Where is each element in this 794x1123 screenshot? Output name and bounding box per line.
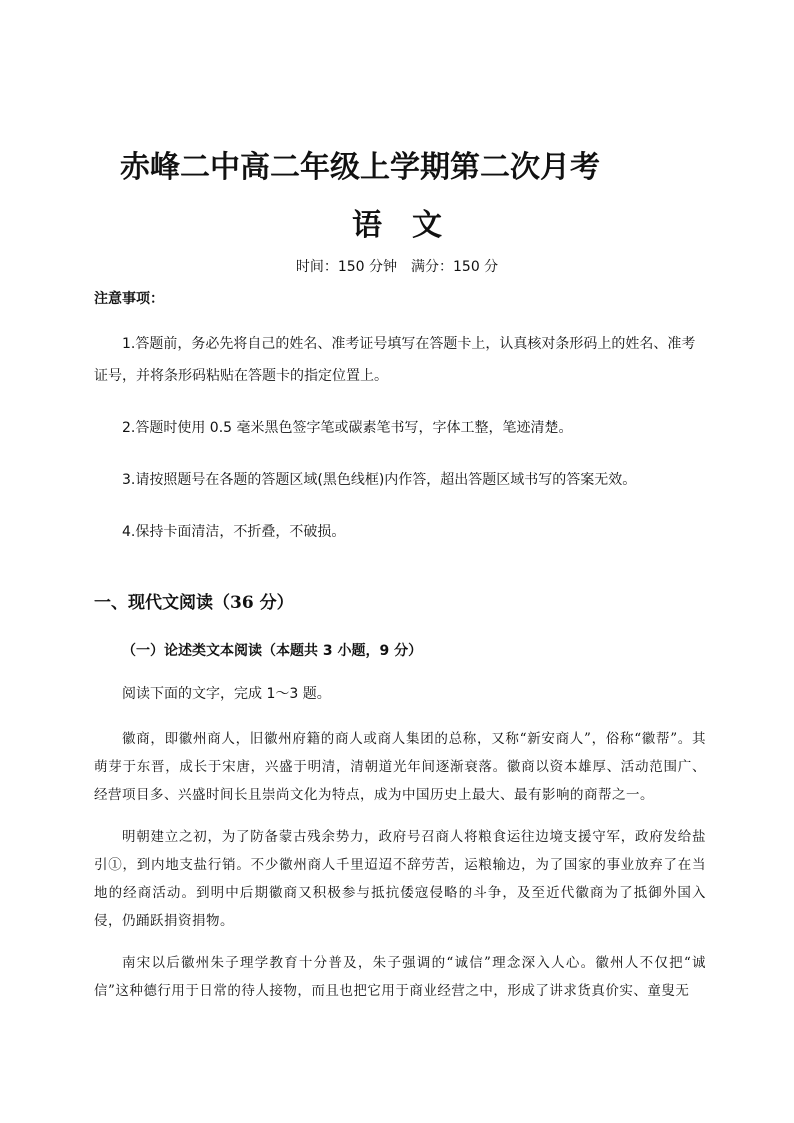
notes-heading: 注意事项：	[94, 291, 164, 307]
reading-instruction: 阅读下面的文字，完成 1～3 题。	[122, 686, 331, 702]
subject-title: 语 文	[352, 208, 442, 243]
passage-paragraph: 徽商，即徽州商人，旧徽州府籍的商人或商人集团的总称，又称“新安商人”，俗称“徽帮”。其萌芽于东晋，成长于宋唐，兴盛于明清，清朝道光年间逐渐衰落。徽商以资本雄厚、活动范围广、经营项目多、兴盛时间长且崇尚文化为特点，成为中国历史上最大、最有影响的商帮之一。	[94, 731, 706, 803]
note-item: 1.答题前，务必先将自己的姓名、准考证号填写在答题卡上，认真核对条形码上的姓名、准考证号，并将条形码粘贴在答题卡的指定位置上。	[94, 336, 696, 384]
passage-paragraph: 明朝建立之初，为了防备蒙古残余势力，政府号召商人将粮食运往边境支援守军，政府发给盐引①，到内地支盐行销。不少徽州商人千里迢迢不辞劳苦，运粮输边，为了国家的事业放弃了在当地的经商活动。到明中后期徽商又积极参与抵抗倭寇侵略的斗争，及至近代徽商为了抵御外国入侵，仍踊跃捐资捐物。	[94, 829, 706, 929]
subsection-heading: （一）论述类文本阅读（本题共 3 小题，9 分）	[122, 643, 423, 659]
section-heading: 一、现代文阅读（36 分）	[94, 593, 294, 613]
reading-passage	[94, 725, 706, 1019]
note-item: 2.答题时使用 0.5 毫米黑色签字笔或碳素笔书写，字体工整，笔迹清楚。	[122, 420, 573, 436]
exam-title: 赤峰二中高二年级上学期第二次月考	[120, 150, 600, 185]
exam-time-and-score: 时间：150 分钟 满分：150 分	[295, 259, 499, 275]
note-item: 3.请按照题号在各题的答题区域(黑色线框)内作答，超出答题区域书写的答案无效。	[122, 472, 637, 488]
note-item: 4.保持卡面清洁，不折叠，不破损。	[122, 524, 346, 540]
passage-paragraph: 南宋以后徽州朱子理学教育十分普及，朱子强调的“诚信”理念深入人心。徽州人不仅把“诚信”这种德行用于日常的待人接物，而且也把它用于商业经营之中，形成了讲求货真价实、童叟无	[94, 955, 706, 999]
notes-list	[94, 328, 706, 568]
